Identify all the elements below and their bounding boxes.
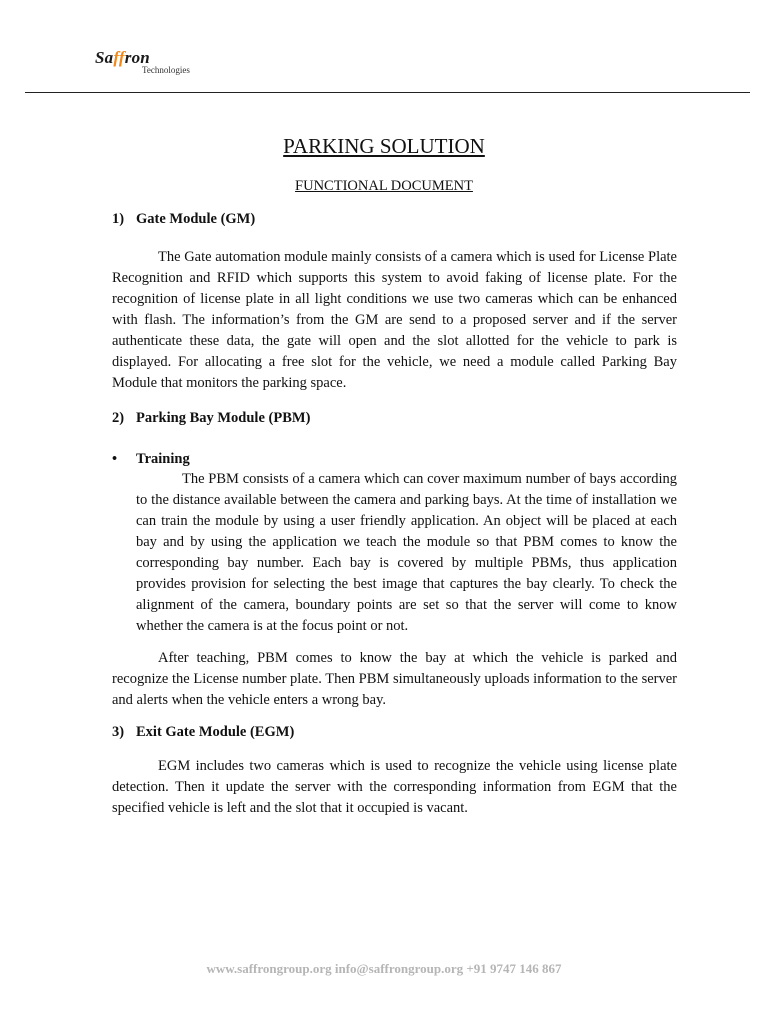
logo-wordmark: Saffron xyxy=(95,48,150,67)
section-paragraph-exit-gate-module: EGM includes two cameras which is used to recognize the vehicle using license plate detection. Then it update the server with the corresponding information from EGM that the specified vehicle is left and the slot that it occupied is vacant. xyxy=(112,758,677,816)
document-title: PARKING SOLUTION xyxy=(283,134,485,158)
footer-contact: www.saffrongroup.org info@saffrongroup.org +91 9747 146 867 xyxy=(206,961,562,976)
bullet-icon: • xyxy=(112,451,118,467)
bullet-paragraph-training: The PBM consists of a camera which can cover maximum number of bays according to the distance available between the camera and parking bays. At the time of installation we can train the module by using a user friendly application. An object will be placed at each bay and by using the application we teach the module so that PBM comes to know the corresponding bay number. Each bay is covered by multiple PBMs, thus application provides provision for selecting the best image that captures the bay clearly. To check the alignment of the camera, boundary points are set so that the server will come to know whether the camera is at the focus point or not. xyxy=(136,471,677,634)
logo-subtitle: Technologies xyxy=(142,65,190,75)
bullet-training: • Training xyxy=(112,451,190,467)
company-logo xyxy=(95,48,190,75)
document-subtitle: FUNCTIONAL DOCUMENT xyxy=(295,178,473,194)
section-heading-gate-module: 1) Gate Module (GM) xyxy=(112,211,256,227)
header-divider xyxy=(25,92,750,93)
section-heading-parking-bay-module: 2) Parking Bay Module (PBM) xyxy=(112,410,311,426)
section-paragraph-gate-module: The Gate automation module mainly consists of a camera which is used for License Plate Recognition and RFID which supports this system to avoid faking of license plate. For the recognition of license plate in all light conditions we use two cameras which can be enhanced with flash. The information’s from the GM are send to a proposed server and if the server authenticate these data, the gate will open and the slot allotted for the vehicle to park is displayed. For allocating a free slot for the vehicle, we need a module called Parking Bay Module that monitors the parking space. xyxy=(112,249,677,391)
section-paragraph-parking-bay-module: After teaching, PBM comes to know the bay at which the vehicle is parked and recognize the License number plate. Then PBM simultaneously uploads information to the server and alerts when the vehicle enters a wrong bay. xyxy=(112,650,677,708)
section-heading-exit-gate-module: 3) Exit Gate Module (EGM) xyxy=(112,724,295,740)
